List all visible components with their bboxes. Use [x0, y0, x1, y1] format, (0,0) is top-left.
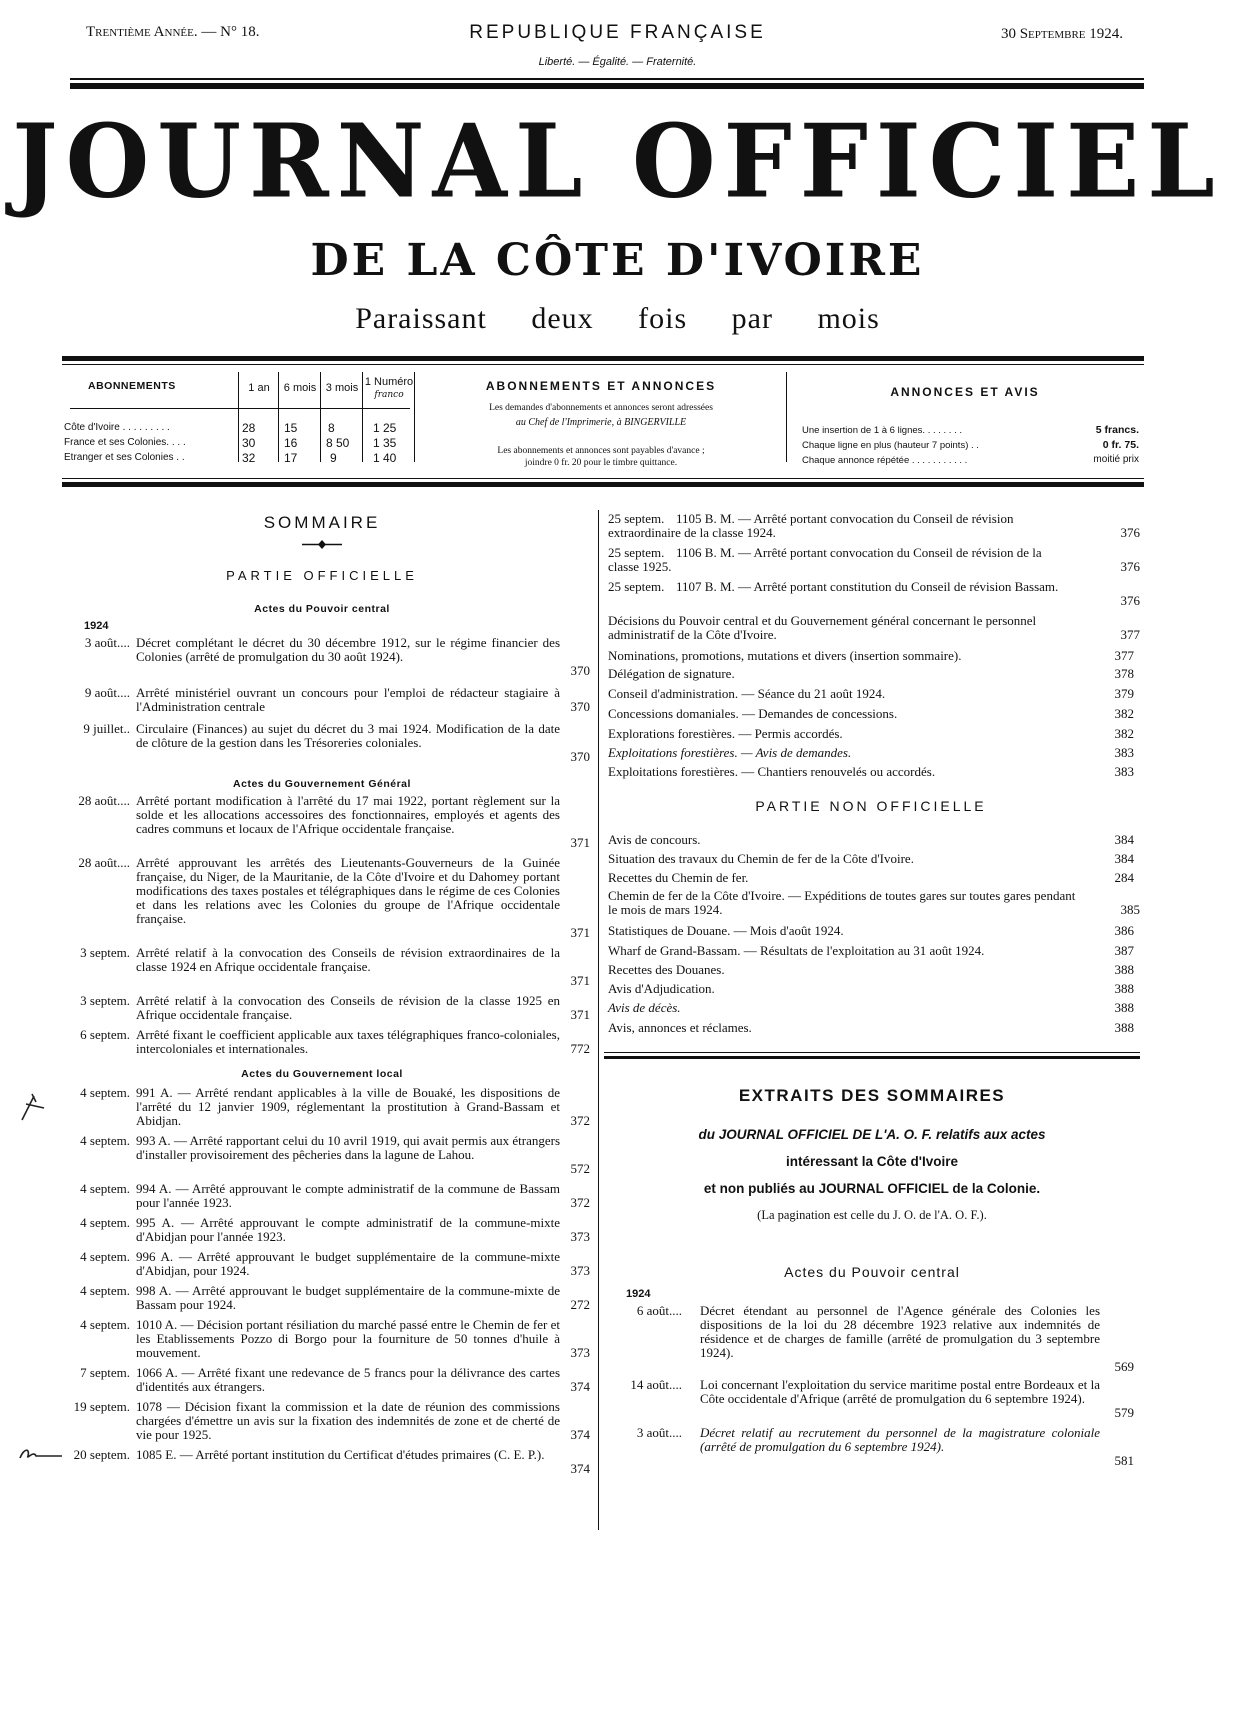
motto: Liberté. — Égalité. — Fraternité.	[538, 56, 697, 68]
avis-row-price: 0 fr. 75.	[1102, 439, 1139, 451]
section-rule	[604, 1052, 1140, 1053]
subs-cell: 9	[330, 451, 337, 465]
list-item: 4 septem. 994 A. — Arrêté approuvant le compte administratif de la commune de Bassam pour l'année 1923. 372	[80, 1181, 590, 1210]
subs-cell: 8 50	[326, 436, 350, 450]
handwritten-mark-icon	[18, 1446, 64, 1462]
box-bottom-rule-thin	[62, 478, 1144, 479]
top-rule-thick	[70, 83, 1144, 89]
avis-row-price: 5 francs.	[1095, 424, 1139, 436]
subs-cell: 15	[284, 421, 298, 435]
list-item: 25 septem. 1106 B. M. — Arrêté portant convocation du Conseil de révision de la classe 1925. 376	[608, 545, 1140, 574]
col-3mois: 3 mois	[325, 382, 359, 394]
subs-cell: 8	[328, 421, 335, 435]
journal-subtitle: DE LA CÔTE D'IVOIRE	[310, 235, 925, 286]
avis-row-label: Une insertion de 1 à 6 lignes. . . . . . . .	[802, 425, 963, 436]
col-1an: 1 an	[248, 382, 270, 394]
partie-non-officielle-title: PARTIE NON OFFICIELLE	[755, 798, 987, 814]
extraits-line: intéressant la Côte d'Ivoire	[785, 1154, 958, 1169]
list-item: Recettes des Douanes. 388	[608, 962, 1134, 977]
handwritten-mark-icon	[18, 1090, 48, 1124]
box-top-rule	[62, 356, 1144, 361]
list-item: Chemin de fer de la Côte d'Ivoire. — Expéditions de toutes gares sur toutes gares pendant le mois de mars 1924. 385	[608, 888, 1140, 917]
list-item: 9 juillet.. Circulaire (Finances) au sujet du décret du 3 mai 1924. Modification de la date de clôture de la gestion dans les Trésoreries coloniales. 370	[83, 721, 590, 764]
year-label: Trentième Année. — N° 18.	[86, 24, 260, 40]
col-franco: franco	[374, 390, 404, 400]
list-item: Nominations, promotions, mutations et divers (insertion sommaire). 377	[608, 648, 1134, 663]
subs-cell: 1 25	[373, 421, 397, 435]
republic-label: REPUBLIQUE FRANÇAISE	[469, 22, 766, 43]
avis-header: ANNONCES ET AVIS	[890, 385, 1040, 399]
col-numero: 1 Numéro	[364, 376, 414, 388]
extraits-title: EXTRAITS DES SOMMAIRES	[738, 1086, 1006, 1105]
list-item: 4 septem. 993 A. — Arrêté rapportant celui du 10 avril 1919, qui avait permis aux étrangers d'installer provisoirement des pêcheries dans la lagune de Lahou. 572	[80, 1133, 590, 1176]
list-item: 6 août.... Décret étendant au personnel de l'Agence générale des Colonies les dispositions de la loi du 28 décembre 1923 relative aux indemnités de résidence et de charges de famille (arrêté de promulgation du 3 septembre 1924). 569	[636, 1303, 1134, 1374]
list-item: Délégation de signature. 378	[608, 666, 1134, 681]
list-item: 3 septem. Arrêté relatif à la convocation des Conseils de révision de la classe 1925 en Afrique occidentale française. 371	[80, 993, 590, 1022]
box-top-rule-thin	[62, 364, 1144, 365]
issue-date: 30 Septembre 1924.	[1000, 26, 1123, 42]
list-item: Statistiques de Douane. — Mois d'août 1924. 386	[608, 923, 1134, 938]
subs-cell: 16	[284, 436, 298, 450]
list-item: 6 septem. Arrêté fixant le coefficient applicable aux taxes télégraphiques franco-coloniales, intercoloniales et internationales. 772	[80, 1027, 590, 1056]
list-item: Décisions du Pouvoir central et du Gouvernement général concernant le personnel administratif de la Côte d'Ivoire. 377	[608, 613, 1140, 642]
subs-cell: 30	[242, 436, 256, 450]
subs-header: ABONNEMENTS	[88, 380, 176, 392]
list-item: 4 septem. 998 A. — Arrêté approuvant le budget supplémentaire de la commune-mixte de Bassam pour 1924. 272	[80, 1283, 590, 1312]
subs-row-rule	[70, 408, 410, 409]
avis-row-price: moitié prix	[1093, 454, 1139, 465]
list-item: 3 août.... Décret relatif au recrutement du personnel de la magistrature coloniale (arrêté de promulgation du 6 septembre 1924). 581	[636, 1425, 1134, 1468]
annonces-header: ABONNEMENTS ET ANNONCES	[485, 379, 717, 393]
list-item: Concessions domaniales. — Demandes de concessions. 382	[608, 706, 1134, 721]
list-item: 7 septem. 1066 A. — Arrêté fixant une redevance de 5 francs pour la délivrance des cartes d'identités aux étrangers. 374	[80, 1365, 590, 1394]
list-item: Conseil d'administration. — Séance du 21 août 1924. 379	[608, 686, 1134, 701]
subs-cell: 1 35	[373, 436, 397, 450]
list-item: 19 septem. 1078 — Décision fixant la commission et la date de réunion des commissions chargées d'émettre un avis sur la fixation des indemnités de zone et de cherté de vie pour 1925. 374	[73, 1399, 590, 1442]
ornament-icon	[302, 534, 342, 543]
col-divider	[786, 372, 787, 462]
list-item: 4 septem. 995 A. — Arrêté approuvant le compte administratif de la commune-mixte d'Abidjan pour l'année 1923. 373	[80, 1215, 590, 1244]
annonces-text: Les abonnements et annonces sont payables d'avance ;	[497, 446, 705, 456]
subs-row-label: France et ses Colonies. . . .	[64, 437, 186, 448]
subs-cell: 17	[284, 451, 298, 465]
avis-row-label: Chaque annonce répétée . . . . . . . . . . .	[802, 455, 968, 466]
list-item: Situation des travaux du Chemin de fer de la Côte d'Ivoire. 384	[608, 851, 1134, 866]
col-divider	[320, 372, 321, 462]
list-item: 4 septem. 1010 A. — Décision portant résiliation du marché passé entre le Chemin de fer et les Etablissements Pozzo di Borgo pour la fourniture de 50 tonnes d'huile à mouvement. 373	[80, 1317, 590, 1360]
year-label: 1924	[84, 620, 109, 632]
list-item: 28 août.... Arrêté portant modification à l'arrêté du 17 mai 1922, portant règlement sur la solde et les allocations accessoires des fonctionnaires, employés et agents des cadres communs et locaux de l'Afrique occidentale française. 371	[78, 793, 590, 850]
top-rule-thin	[70, 78, 1144, 80]
list-item: Avis d'Adjudication. 388	[608, 981, 1134, 996]
journal-title: JOURNAL OFFICIEL	[12, 102, 1223, 221]
list-item: Avis de concours. 384	[608, 832, 1134, 847]
subs-row-label: Côte d'Ivoire . . . . . . . . .	[64, 422, 170, 433]
list-item: 14 août.... Loi concernant l'exploitation du service maritime postal entre Bordeaux et la Côte occidentale d'Afrique (arrêté de promulgation du 6 septembre 1924). 579	[630, 1377, 1134, 1420]
list-item: 25 septem. 1107 B. M. — Arrêté portant constitution du Conseil de révision Bassam. 376	[608, 579, 1140, 608]
col-divider	[238, 372, 239, 462]
subs-row-label: Etranger et ses Colonies . .	[64, 452, 185, 463]
list-item: Exploitations forestières. — Chantiers renouvelés ou accordés. 383	[608, 764, 1134, 779]
list-item: Explorations forestières. — Permis accordés. 382	[608, 726, 1134, 741]
col-divider	[362, 372, 363, 462]
section-heading: Actes du Gouvernement Général	[233, 778, 411, 790]
subs-cell: 28	[242, 421, 256, 435]
col-divider	[278, 372, 279, 462]
list-item: Wharf de Grand-Bassam. — Résultats de l'exploitation au 31 août 1924. 387	[608, 943, 1134, 958]
column-divider	[598, 510, 599, 1530]
extraits-note: (La pagination est celle du J. O. de l'A. O. F.).	[757, 1208, 987, 1222]
list-item: Exploitations forestières. — Avis de demandes. 383	[608, 745, 1134, 760]
list-item: 4 septem. 996 A. — Arrêté approuvant le budget supplémentaire de la commune-mixte d'Abidjan, pour 1924. 373	[80, 1249, 590, 1278]
list-item: Recettes du Chemin de fer. 284	[608, 870, 1134, 885]
list-item: Avis, annonces et réclames. 388	[608, 1020, 1134, 1035]
subs-cell: 32	[242, 451, 256, 465]
year-label: 1924	[626, 1288, 651, 1300]
section-rule-thick	[604, 1056, 1140, 1059]
extraits-line: du JOURNAL OFFICIEL DE L'A. O. F. relatifs aux actes	[698, 1127, 1046, 1142]
list-item: 4 septem. 991 A. — Arrêté rendant applicables à la ville de Bouaké, les dispositions de l'arrêté du 12 janvier 1909, réglementant la prostitution à Grand-Bassam et Abidjan. 372	[80, 1085, 590, 1128]
section-heading: Actes du Gouvernement local	[241, 1068, 403, 1080]
partie-officielle-title: PARTIE OFFICIELLE	[226, 568, 418, 583]
list-item: 3 septem. Arrêté relatif à la convocation des Conseils de révision extraordinaires de la classe 1924 en Afrique occidentale française. 371	[80, 945, 590, 988]
section-heading: Actes du Pouvoir central	[784, 1264, 960, 1280]
avis-row-label: Chaque ligne en plus (hauteur 7 points) . .	[802, 440, 979, 451]
list-item: 9 août.... Arrêté ministériel ouvrant un concours pour l'emploi de rédacteur stagiaire à l'Administration centrale 370	[84, 685, 590, 714]
sommaire-title: SOMMAIRE	[263, 513, 381, 532]
subs-cell: 1 40	[373, 451, 397, 465]
annonces-text: au Chef de l'Imprimerie, à BINGERVILLE	[515, 417, 687, 428]
list-item: 25 septem. 1105 B. M. — Arrêté portant convocation du Conseil de révision extraordinaire de la classe 1924. 376	[608, 511, 1140, 540]
col-6mois: 6 mois	[283, 382, 317, 394]
list-item: 20 septem. 1085 E. — Arrêté portant institution du Certificat d'études primaires (C. E. P.). 374	[73, 1447, 590, 1476]
box-bottom-rule	[62, 482, 1144, 487]
list-item: 28 août.... Arrêté approuvant les arrêtés des Lieutenants-Gouverneurs de la Guinée française, du Niger, de la Mauritanie, de la Côte d'Ivoire et du Dahomey portant modifications des taxes postales et télégraphiques dans le régime de ces Colonies et dans les relations avec les Colonies du groupe de l'Afrique occidentale française. 371	[78, 855, 590, 940]
list-item: Avis de décès. 388	[608, 1000, 1134, 1015]
section-heading: Actes du Pouvoir central	[254, 603, 390, 615]
list-item: 3 août.... Décret complétant le décret du 30 décembre 1912, sur le régime financier des Colonies (arrêté de promulgation du 30 août 1924). 370	[84, 635, 590, 678]
col-divider	[414, 372, 415, 462]
journal-tagline: Paraissant deux fois par mois	[355, 302, 880, 335]
extraits-line: et non publiés au JOURNAL OFFICIEL de la Colonie.	[703, 1181, 1041, 1196]
annonces-text: Les demandes d'abonnements et annonces seront adressées	[489, 403, 713, 413]
annonces-text: joindre 0 fr. 20 pour le timbre quittance.	[524, 458, 678, 468]
